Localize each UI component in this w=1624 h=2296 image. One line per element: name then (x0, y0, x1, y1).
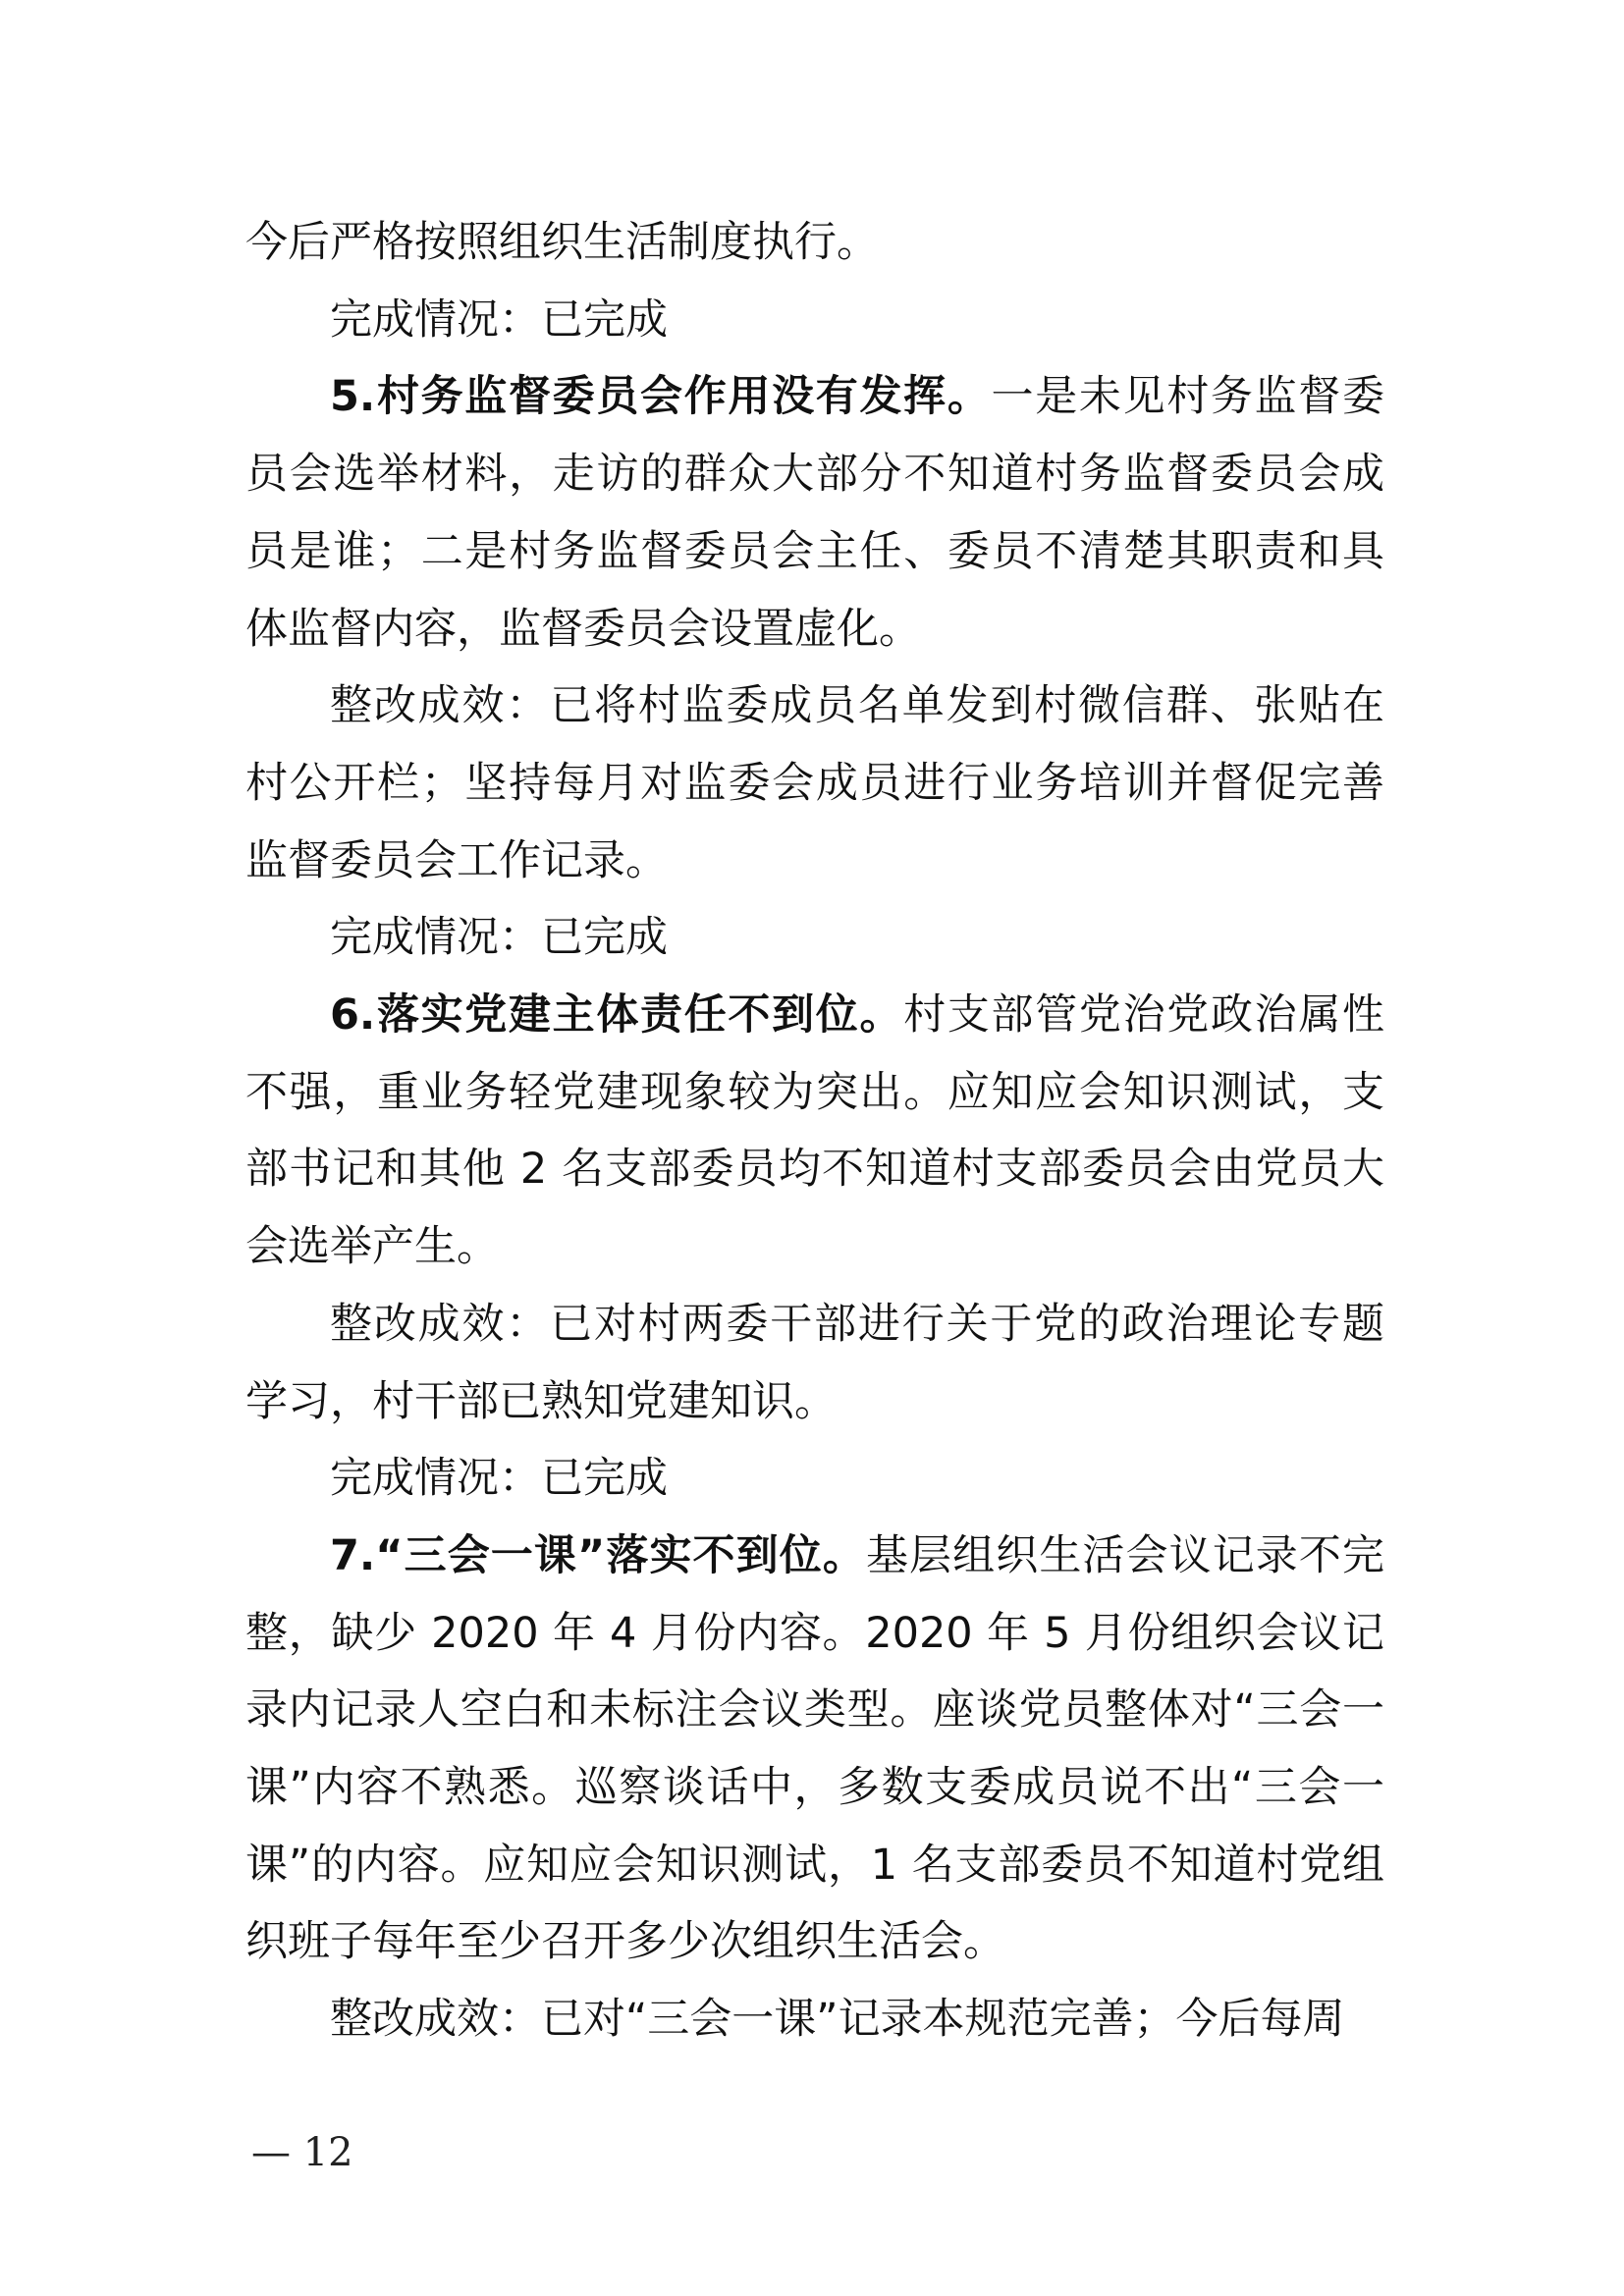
page-number: — 12 (251, 2130, 353, 2175)
paragraph-text: 整改成效：已对“三会一课”记录本规范完善；今后每周 (330, 1995, 1345, 2045)
paragraph-rectification-result (245, 1981, 1384, 2058)
paragraph-text: 完成情况：已完成 (330, 294, 668, 345)
paragraph-text: 整改成效：已对村两委干部进行关于党的政治理论专题学习，村干部已熟知党建知识。 (245, 1299, 1384, 1426)
paragraph-completion-status (245, 1440, 1384, 1518)
paragraph-text: 村支部管党治党政治属性不强，重业务轻党建现象较为突出。应知应会知识测试，支部书记和其他 2 名支部委员均不知道村支部委员会由党员大会选举产生。 (245, 990, 1384, 1272)
paragraph-rectification-result (245, 1286, 1384, 1440)
paragraph-text: 今后严格按照组织生活制度执行。 (245, 218, 879, 267)
paragraph-continuation (245, 204, 1384, 282)
paragraph-completion-status (245, 899, 1384, 977)
paragraph-completion-status (245, 282, 1384, 359)
document-body (245, 204, 1384, 2058)
paragraph-text: 基层组织生活会议记录不完整，缺少 2020 年 4 月份内容。2020 年 5 月份组织会议记录内记录人空白和未标注会议类型。座谈党员整体对“三会一课”内容不熟悉。巡察谈话中，多数支委成员说不出“三会一课”的内容。应知应会知识测试，1 名支部委员不知道村党组织班子每年至少召开多少次组织生活会。 (245, 1530, 1384, 1967)
paragraph-text: 一是未见村务监督委员会选举材料，走访的群众大部分不知道村务监督委员会成员是谁；二是村务监督委员会主任、委员不清楚其职责和具体监督内容，监督委员会设置虚化。 (245, 372, 1384, 654)
paragraph-text: 整改成效：已将村监委成员名单发到村微信群、张贴在村公开栏；坚持每月对监委会成员进行业务培训并督促完善监督委员会工作记录。 (245, 681, 1384, 885)
paragraph-issue-7 (245, 1518, 1384, 1981)
paragraph-issue-6 (245, 977, 1384, 1286)
issue-heading: 7.“三会一课”落实不到位。 (330, 1530, 866, 1580)
paragraph-text: 完成情况：已完成 (330, 1454, 668, 1504)
issue-heading: 6.落实党建主体责任不到位。 (330, 990, 904, 1041)
paragraph-text: 完成情况：已完成 (330, 913, 668, 963)
paragraph-rectification-result (245, 667, 1384, 899)
paragraph-issue-5 (245, 358, 1384, 667)
issue-heading: 5.村务监督委员会作用没有发挥。 (330, 372, 992, 422)
